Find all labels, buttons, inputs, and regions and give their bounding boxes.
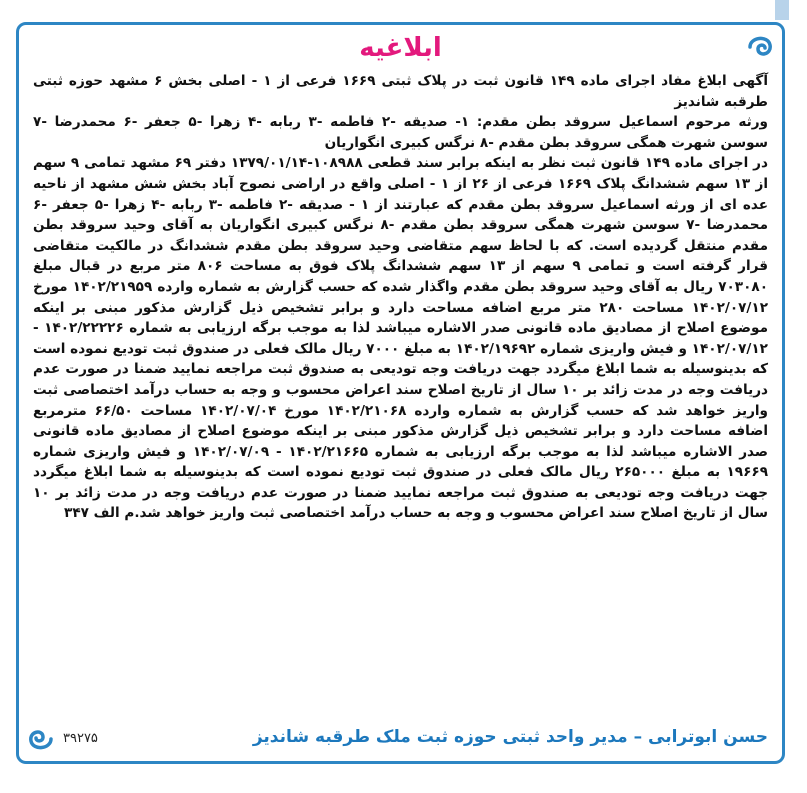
notice-paragraph-heirs: ورثه مرحوم اسماعیل سروقد بطن مقدم: ۱- صدیقه -۲ فاطمه -۳ ربابه -۴ زهرا -۵ جعفر -۶ محمدرضا -۷ سوسن شهرت همگی سروقد بطن مقدم -۸ نرگس کبیری انگواریان [33, 114, 768, 151]
swirl-ornament-icon [25, 725, 55, 755]
notice-title: ابلاغیه [359, 33, 442, 63]
signature-line: حسن ابوترابی – مدیر واحد ثبتی حوزه ثبت ملک طرقبه شاندیز [252, 727, 768, 747]
top-edge-marker [775, 0, 789, 20]
notice-paragraph-heading: آگهی ابلاغ مفاد اجرای ماده ۱۴۹ قانون ثبت در پلاک ثبتی ۱۶۶۹ فرعی از ۱ - اصلی بخش ۶ مشهد حوزه ثبتی طرقبه شاندیز [33, 73, 768, 110]
notice-body [33, 71, 768, 524]
notice-paragraph-main: در اجرای ماده ۱۴۹ قانون ثبت نظر به اینکه برابر سند قطعی ۱۰۸۹۸۸-۱۳۷۹/۰۱/۱۴ دفتر ۶۹ مشهد تمامی ۹ سهم از ۱۳ سهم ششدانگ پلاک ۱۶۶۹ فرعی از ۲۶ از ۱ - اصلی واقع در اراضی نصوح آباد بخش شش مشهد از ناحیه عده ای از ورثه اسماعیل سروقد بطن مقدم که عبارتند از ۱ - صدیقه -۲ فاطمه -۳ ربابه -۴ زهرا -۵ جعفر -۶ محمدرضا -۷ سوسن شهرت همگی سروقد بطن مقدم -۸ نرگس کبیری انگواریان به آقای وحید سروقد بطن مقدم منتقل گردیده است. که با لحاظ سهم متقاضی وحید سروقد بطن مقدم ششدانگ در مالکیت متقاضی قرار گرفته است و تمامی ۹ سهم از ۱۳ سهم ششدانگ پلاک فوق به مساحت ۸۰۶ متر مربع در قبال مبلغ ۷۰۳۰۸۰ ریال به آقای وحید سروقد بطن مقدم واگذار شده که حسب گزارش به شماره وارده ۱۴۰۲/۲۱۹۵۹ مورخ ۱۴۰۲/۰۷/۱۲ مساحت ۲۸۰ متر مربع اضافه مساحت دارد و برابر تشخیص ذیل گزارش مذکور مبنی بر اینکه موضوع اصلاح از مصادیق ماده قانونی صدر الاشاره میباشد لذا به موجب برگه ارزیابی به شماره ۱۴۰۲/۲۲۲۲۶ - ۱۴۰۲/۰۷/۱۲ و فیش واریزی شماره ۱۴۰۲/۱۹۶۹۲ به مبلغ ۷۰۰۰ ریال مالک فعلی در صندوق ثبت تودیع نموده است که بدینوسیله به شما ابلاغ میگردد جهت دریافت وجه تودیعی به صندوق ثبت مراجعه نمایید ضمنا در صورت عدم دریافت وجه در مدت زائد بر ۱۰ سال از تاریخ اصلاح سند اعراض محسوب و وجه به حساب درآمد اختصاصی ثبت واریز خواهد شد که حسب گزارش به شماره وارده ۱۴۰۲/۲۱۰۶۸ مورخ ۱۴۰۲/۰۷/۰۴ مساحت ۶۶/۵۰ مترمربع اضافه مساحت دارد و برابر تشخیص ذیل گزارش مذکور مبنی بر اینکه موضوع اصلاح از مصادیق ماده قانونی صدر الاشاره میباشد لذا به موجب برگه ارزیابی به شماره ۱۴۰۲/۲۱۶۶۵ - ۱۴۰۲/۰۷/۰۹ و فیش واریزی شماره ۱۹۶۶۹ به مبلغ ۲۶۵۰۰۰ ریال مالک فعلی در صندوق ثبت تودیع نموده است که بدینوسیله به شما ابلاغ میگردد جهت دریافت وجه تودیعی به صندوق ثبت مراجعه نمایید ضمنا در صورت عدم دریافت وجه در مدت زائد بر ۱۰ سال از تاریخ اصلاح سند اعراض محسوب و وجه به حساب درآمد اختصاصی ثبت واریز خواهد شد.م الف ۳۴۷ [33, 155, 769, 522]
reference-number: ۳۹۲۷۵ [63, 731, 98, 746]
notice-frame [16, 22, 785, 764]
notice-footer [33, 725, 768, 753]
